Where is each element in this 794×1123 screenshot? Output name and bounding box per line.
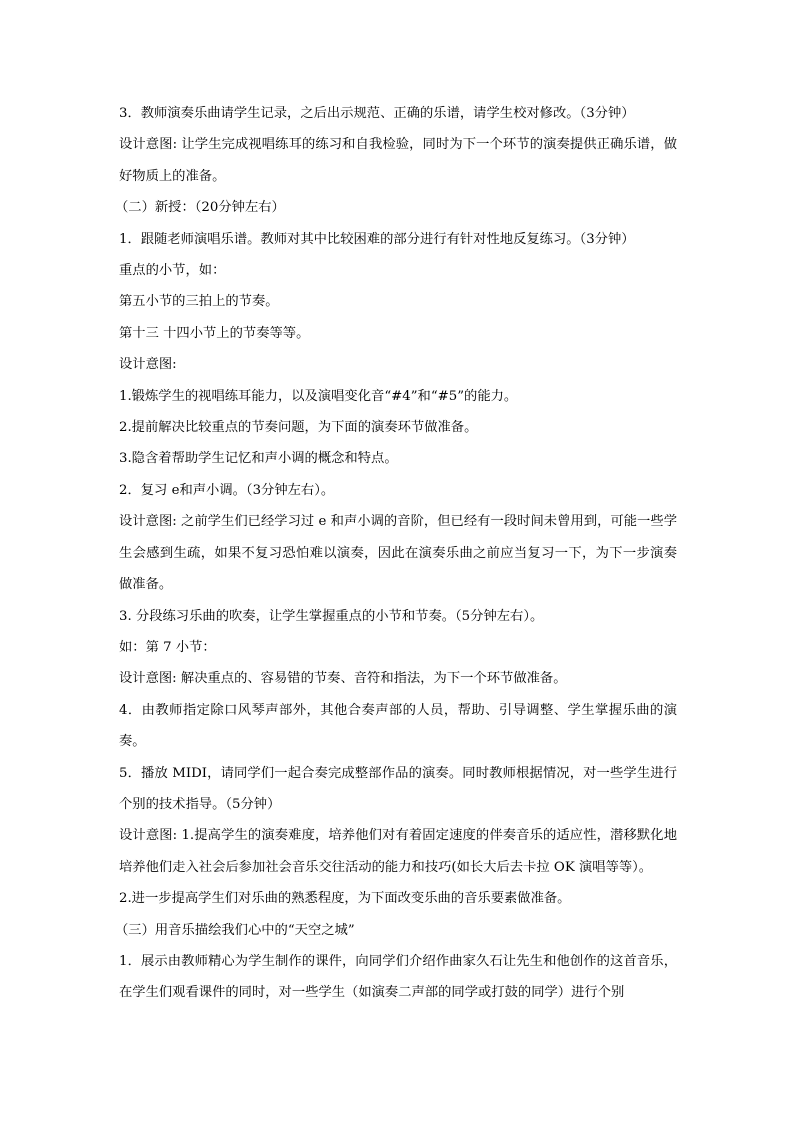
paragraph: 2.提前解决比较重点的节奏问题，为下面的演奏环节做准备。 bbox=[119, 420, 478, 436]
paragraph: 设计意图: 1.提高学生的演奏难度，培养他们对有着固定速度的伴奏音乐的适应性，潜移默化地培养他们走入社会后参加社会音乐交往活动的能力和技巧(如长大后去卡拉 OK 演唱等等）。 bbox=[119, 828, 677, 875]
paragraph: 设计意图: bbox=[119, 357, 177, 373]
paragraph: 3. 分段练习乐曲的吹奏，让学生掌握重点的小节和节奏。（5分钟左右）。 bbox=[119, 608, 544, 624]
paragraph: 如：第 7 小节： bbox=[119, 639, 216, 655]
paragraph: 5．播放 MIDI，请同学们一起合奏完成整部作品的演奏。同时教师根据情况，对一些学生进行个别的技术指导。（5分钟） bbox=[119, 765, 677, 812]
document-body bbox=[115, 98, 677, 1009]
paragraph: 1.锻炼学生的视唱练耳能力，以及演唱变化音“#4”和“#5”的能力。 bbox=[119, 388, 518, 404]
paragraph: 1．跟随老师演唱乐谱。教师对其中比较困难的部分进行有针对性地反复练习。（3分钟） bbox=[119, 231, 635, 247]
paragraph: 重点的小节，如： bbox=[119, 263, 226, 279]
paragraph: 3．教师演奏乐曲请学生记录，之后出示规范、正确的乐谱，请学生校对修改。（3分钟） bbox=[119, 106, 635, 121]
paragraph: 3.隐含着帮助学生记忆和声小调的概念和特点。 bbox=[119, 451, 398, 467]
paragraph: 4．由教师指定除口风琴声部外，其他合奏声部的人员，帮助、引导调整、学生掌握乐曲的演奏。 bbox=[119, 702, 677, 750]
section-heading: （二）新授：（20分钟左右） bbox=[115, 200, 285, 216]
paragraph: 第十三 十四小节上的节奏等等。 bbox=[119, 325, 310, 341]
paragraph: 2.进一步提高学生们对乐曲的熟悉程度，为下面改变乐曲的音乐要素做准备。 bbox=[119, 891, 571, 907]
paragraph: 设计意图: 解决重点的、容易错的节奏、音符和指法，为下一个环节做准备。 bbox=[119, 671, 567, 687]
paragraph: 设计意图: 之前学生们已经学习过 e 和声小调的音阶，但已经有一段时间未曾用到，可能一些学生会感到生疏，如果不复习恐怕难以演奏，因此在演奏乐曲之前应当复习一下，为下一步演奏做准备。 bbox=[119, 514, 677, 593]
section-heading: （三）用音乐描绘我们心中的“天空之城” bbox=[115, 922, 355, 938]
paragraph: 设计意图: 让学生完成视唱练耳的练习和自我检验，同时为下一个环节的演奏提供正确乐谱，做好物质上的准备。 bbox=[119, 137, 677, 184]
paragraph: 第五小节的三拍上的节奏。 bbox=[119, 294, 279, 310]
paragraph: 1．展示由教师精心为学生制作的课件，向同学们介绍作曲家久石让先生和他创作的这首音乐，在学生们观看课件的同时，对一些学生（如演奏二声部的同学或打鼓的同学）进行个别 bbox=[119, 953, 677, 1001]
paragraph: 2．复习 e和声小调。（3分钟左右）。 bbox=[119, 482, 335, 498]
